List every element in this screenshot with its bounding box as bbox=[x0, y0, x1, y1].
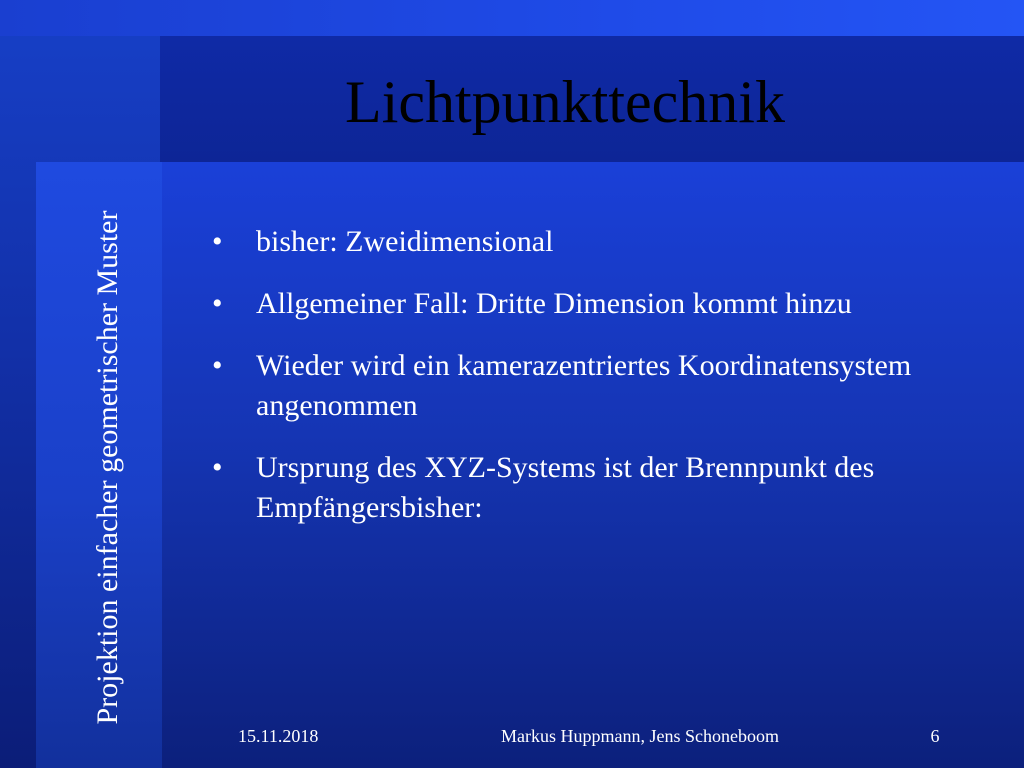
bullet-text: Ursprung des XYZ-Systems ist der Brennpunkt des Empfängersbisher: bbox=[256, 451, 875, 524]
side-title: Projektion einfacher geometrischer Muster bbox=[91, 210, 124, 725]
bullet-item bbox=[212, 448, 972, 528]
footer-page-number: 6 bbox=[930, 726, 940, 746]
side-title-wrap bbox=[66, 175, 146, 760]
bullet-marker: • bbox=[212, 349, 223, 382]
slide-title: Lichtpunkttechnik bbox=[345, 69, 785, 135]
bullet-list bbox=[212, 222, 972, 550]
bullet-item bbox=[212, 222, 972, 262]
bullet-text: bisher: Zweidimensional bbox=[256, 225, 554, 258]
bullet-item bbox=[212, 284, 972, 324]
bullet-marker: • bbox=[212, 225, 223, 258]
top-band bbox=[0, 0, 1024, 36]
bullet-text: Allgemeiner Fall: Dritte Dimension kommt hinzu bbox=[256, 287, 852, 320]
bullet-marker: • bbox=[212, 287, 223, 320]
footer-date: 15.11.2018 bbox=[238, 726, 319, 746]
bullet-text: Wieder wird ein kamerazentriertes Koordinatensystem angenommen bbox=[256, 349, 912, 422]
bullet-item bbox=[212, 346, 972, 426]
footer-authors: Markus Huppmann, Jens Schoneboom bbox=[501, 726, 779, 746]
bullet-marker: • bbox=[212, 451, 223, 484]
